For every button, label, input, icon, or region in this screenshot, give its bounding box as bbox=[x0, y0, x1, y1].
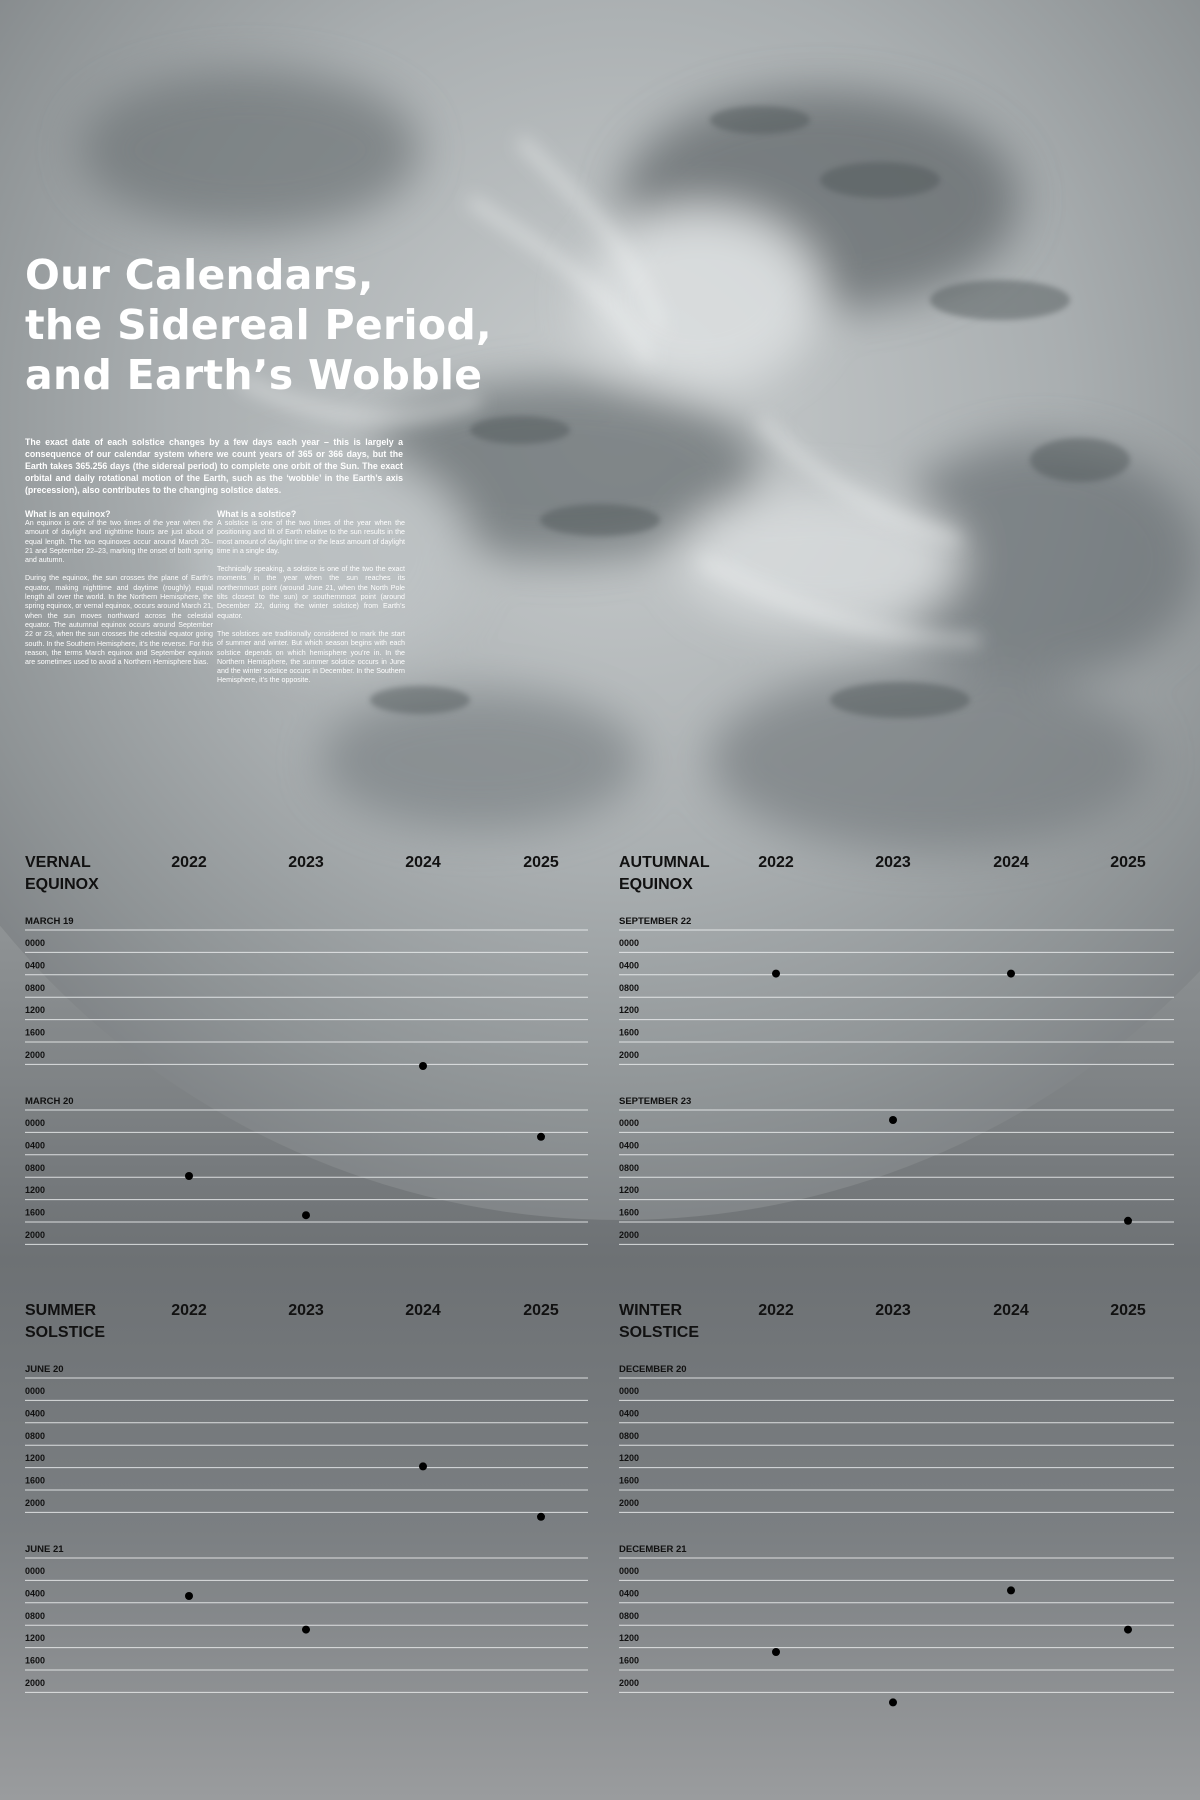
data-point bbox=[1007, 970, 1015, 978]
time-tick-label: 0400 bbox=[619, 1408, 640, 1419]
time-tick-label: 1200 bbox=[25, 1453, 46, 1464]
year-label: 2024 bbox=[993, 1302, 1029, 1319]
time-tick-label: 0000 bbox=[25, 1118, 46, 1128]
solstice-heading: What is a solstice? bbox=[217, 509, 297, 519]
chart-title-line: WINTER bbox=[619, 1302, 683, 1319]
data-point bbox=[185, 1592, 193, 1600]
time-tick-label: 0000 bbox=[619, 938, 640, 948]
poster-title bbox=[25, 250, 585, 400]
time-tick-label: 2000 bbox=[25, 1678, 46, 1688]
day-label: MARCH 19 bbox=[25, 916, 74, 927]
chart-title-line: SUMMER bbox=[25, 1302, 97, 1319]
data-point bbox=[772, 970, 780, 978]
time-tick-label: 0400 bbox=[25, 1408, 46, 1419]
time-tick-label: 1200 bbox=[619, 1453, 640, 1464]
equinox-paragraph: An equinox is one of the two times of the year when the amount of daylight and nighttime hours are just about of equal length. The two equinoxes occur around March 20–21 and September 22–23, marking the onset of both spring and autumn. bbox=[25, 519, 213, 565]
day-label: DECEMBER 20 bbox=[619, 1364, 687, 1375]
time-tick-label: 0000 bbox=[25, 938, 46, 948]
vernal-equinox-chart bbox=[25, 850, 588, 1260]
time-tick-label: 2000 bbox=[25, 1498, 46, 1508]
time-tick-label: 0000 bbox=[619, 1118, 640, 1128]
time-tick-label: 0800 bbox=[619, 1162, 640, 1173]
autumnal-equinox-chart bbox=[619, 850, 1174, 1260]
time-tick-label: 0000 bbox=[619, 1386, 640, 1396]
time-tick-label: 0800 bbox=[25, 1430, 46, 1441]
title-line: the Sidereal Period, bbox=[25, 301, 492, 349]
data-point bbox=[537, 1133, 545, 1141]
time-tick-label: 1200 bbox=[619, 1633, 640, 1644]
year-label: 2025 bbox=[523, 854, 559, 871]
day-label: MARCH 20 bbox=[25, 1096, 74, 1107]
time-tick-label: 1200 bbox=[25, 1633, 46, 1644]
year-label: 2022 bbox=[758, 1302, 794, 1319]
time-tick-label: 0400 bbox=[619, 1588, 640, 1599]
time-tick-label: 1600 bbox=[619, 1207, 640, 1218]
day-label: JUNE 21 bbox=[25, 1544, 64, 1555]
time-tick-label: 2000 bbox=[619, 1050, 640, 1060]
data-point bbox=[302, 1626, 310, 1634]
time-tick-label: 0000 bbox=[25, 1386, 46, 1396]
time-tick-label: 0400 bbox=[619, 1140, 640, 1151]
time-tick-label: 1200 bbox=[619, 1005, 640, 1016]
time-tick-label: 1600 bbox=[25, 1475, 46, 1486]
time-tick-label: 1600 bbox=[25, 1655, 46, 1666]
title-line: Our Calendars, bbox=[25, 251, 374, 299]
time-tick-label: 1200 bbox=[25, 1185, 46, 1196]
chart-title-line: EQUINOX bbox=[619, 876, 693, 893]
equinox-heading: What is an equinox? bbox=[25, 509, 111, 519]
title-line: and Earth’s Wobble bbox=[25, 351, 483, 399]
time-tick-label: 1600 bbox=[25, 1027, 46, 1038]
time-tick-label: 2000 bbox=[619, 1498, 640, 1508]
solstice-paragraph: The solstices are traditionally considered to mark the start of summer and winter. But which season begins with each solstice depends on which hemisphere you’re in. In the Northern Hemisphere, the summer solstice occurs in June and the winter solstice occurs in December. In the Southern Hemisphere, it’s the opposite. bbox=[217, 629, 405, 685]
solstice-paragraph: Technically speaking, a solstice is one of the two the exact moments in the year when the sun reaches its northernmost point (around June 21, when the North Pole tilts closest to the sun) or southernmost point (around December 22, during the winter solstice) from Earth’s equator. bbox=[217, 565, 405, 620]
year-label: 2022 bbox=[171, 1302, 207, 1319]
day-label: JUNE 20 bbox=[25, 1364, 64, 1375]
data-point bbox=[302, 1211, 310, 1219]
chart-title-line: VERNAL bbox=[25, 854, 91, 871]
time-tick-label: 1600 bbox=[619, 1655, 640, 1666]
chart-title-line: AUTUMNAL bbox=[619, 854, 710, 871]
data-point bbox=[419, 1062, 427, 1070]
day-label: DECEMBER 21 bbox=[619, 1544, 687, 1555]
time-tick-label: 0800 bbox=[25, 982, 46, 993]
time-tick-label: 0000 bbox=[619, 1566, 640, 1576]
time-tick-label: 0800 bbox=[25, 1162, 46, 1173]
data-point bbox=[537, 1513, 545, 1521]
data-point bbox=[889, 1698, 897, 1706]
time-tick-label: 2000 bbox=[619, 1678, 640, 1688]
data-point bbox=[1124, 1217, 1132, 1225]
time-tick-label: 0800 bbox=[25, 1610, 46, 1621]
day-label: SEPTEMBER 23 bbox=[619, 1096, 692, 1107]
year-label: 2023 bbox=[875, 1302, 911, 1319]
time-tick-label: 0400 bbox=[25, 960, 46, 971]
time-tick-label: 2000 bbox=[25, 1050, 46, 1060]
summer-solstice-chart bbox=[25, 1298, 588, 1728]
year-label: 2022 bbox=[171, 854, 207, 871]
chart-title-line: SOLSTICE bbox=[619, 1324, 700, 1341]
chart-title-line: SOLSTICE bbox=[25, 1324, 106, 1341]
time-tick-label: 1200 bbox=[619, 1185, 640, 1196]
year-label: 2024 bbox=[405, 854, 441, 871]
data-point bbox=[419, 1462, 427, 1470]
time-tick-label: 1600 bbox=[25, 1207, 46, 1218]
time-tick-label: 0400 bbox=[25, 1140, 46, 1151]
data-point bbox=[185, 1172, 193, 1180]
year-label: 2023 bbox=[288, 1302, 324, 1319]
time-tick-label: 2000 bbox=[619, 1230, 640, 1240]
equinox-paragraph: During the equinox, the sun crosses the plane of Earth’s equator, making nighttime and daytime (roughly) equal length all over the world. In the Northern Hemisphere, the spring equinox, or vernal equinox, occurs around March 21, when the sun moves northward across the celestial equator. The autumnal equinox occurs around September 22 or 23, when the sun crosses the celestial equator going south. In the Southern Hemisphere, it’s the reverse. For this reason, the terms March equinox and September equinox are sometimes used to avoid a Northern Hemisphere bias. bbox=[25, 574, 213, 667]
time-tick-label: 0400 bbox=[619, 960, 640, 971]
chart-title-line: EQUINOX bbox=[25, 876, 99, 893]
intro-paragraph: The exact date of each solstice changes by a few days each year – this is largely a consequence of our calendar system where we count years of 365 or 366 days, but the Earth takes 365.256 days (the sidereal period) to complete one orbit of the Sun. The exact orbital and daily rotational motion of the Earth, such as the ‘wobble’ in the Earth’s axis (precession), also contributes to the changing solstice dates. bbox=[25, 437, 403, 495]
day-label: SEPTEMBER 22 bbox=[619, 916, 692, 927]
solstice-column bbox=[217, 509, 405, 695]
time-tick-label: 1600 bbox=[619, 1027, 640, 1038]
time-tick-label: 1200 bbox=[25, 1005, 46, 1016]
year-label: 2025 bbox=[1110, 1302, 1146, 1319]
data-point bbox=[1007, 1586, 1015, 1594]
year-label: 2024 bbox=[405, 1302, 441, 1319]
time-tick-label: 0400 bbox=[25, 1588, 46, 1599]
year-label: 2025 bbox=[523, 1302, 559, 1319]
year-label: 2022 bbox=[758, 854, 794, 871]
year-label: 2023 bbox=[288, 854, 324, 871]
solstice-paragraph: A solstice is one of the two times of the year when the positioning and tilt of Earth relative to the sun results in the most amount of daylight time or the least amount of daylight time in a single day. bbox=[217, 519, 405, 555]
year-label: 2024 bbox=[993, 854, 1029, 871]
time-tick-label: 0800 bbox=[619, 982, 640, 993]
winter-solstice-chart bbox=[619, 1298, 1174, 1728]
data-point bbox=[1124, 1626, 1132, 1634]
year-label: 2025 bbox=[1110, 854, 1146, 871]
data-point bbox=[772, 1648, 780, 1656]
time-tick-label: 1600 bbox=[619, 1475, 640, 1486]
equinox-column bbox=[25, 509, 213, 676]
time-tick-label: 0800 bbox=[619, 1430, 640, 1441]
year-label: 2023 bbox=[875, 854, 911, 871]
time-tick-label: 0800 bbox=[619, 1610, 640, 1621]
time-tick-label: 2000 bbox=[25, 1230, 46, 1240]
data-point bbox=[889, 1116, 897, 1124]
time-tick-label: 0000 bbox=[25, 1566, 46, 1576]
